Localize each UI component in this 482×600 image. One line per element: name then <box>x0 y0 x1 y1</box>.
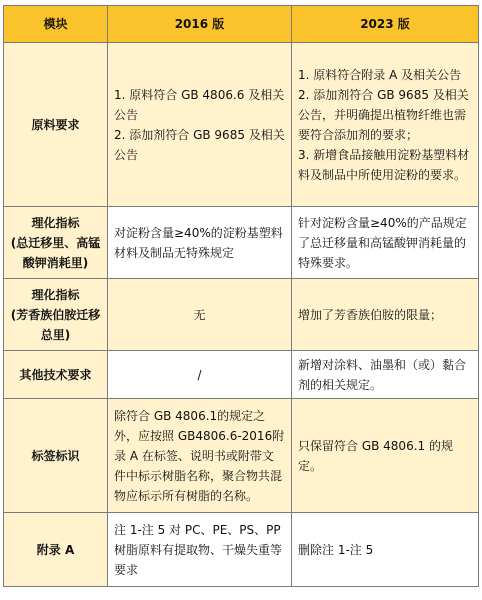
cell-text: 注 1-注 5 对 PC、PE、PS、PP 树脂原料有提取物、干燥失重等要求 <box>114 522 283 577</box>
v2023-cell <box>292 207 479 279</box>
v2023-cell <box>292 43 479 207</box>
cell-text: 新增对涂料、油墨和（或）黏合剂的相关规定。 <box>298 357 467 392</box>
v2023-cell <box>292 513 479 587</box>
table-row <box>4 513 479 587</box>
header-row <box>4 6 479 43</box>
table-row <box>4 351 479 399</box>
cell-text: 1. 原料符合 GB 4806.6 及相关公告 <box>114 87 285 122</box>
cell-text: 无 <box>193 307 206 322</box>
module-label: 其他技术要求 <box>19 367 92 382</box>
module-label: 理化指标 <box>31 215 80 230</box>
cell-text: 2. 添加剂符合 GB 9685 及相关公告 <box>114 127 285 162</box>
cell-text: 3. 新增食品接触用淀粉基塑料材料及制品中所使用淀粉的要求。 <box>298 147 470 182</box>
table-row <box>4 279 479 351</box>
cell-text: / <box>197 367 202 382</box>
v2023-cell <box>292 351 479 399</box>
v2023-cell <box>292 279 479 351</box>
cell-text: 针对淀粉含量≥40%的产品规定了总迁移量和高锰酸钾消耗量的特殊要求。 <box>298 215 467 270</box>
module-cell <box>4 279 108 351</box>
module-sublabel: (芳香族伯胺迁移总里) <box>10 307 101 342</box>
cell-text: 只保留符合 GB 4806.1 的规定。 <box>298 438 453 473</box>
v2023-cell <box>292 399 479 513</box>
module-cell <box>4 43 108 207</box>
v2016-cell <box>108 207 292 279</box>
module-cell <box>4 513 108 587</box>
table-row <box>4 399 479 513</box>
module-label: 原料要求 <box>31 117 80 132</box>
cell-text: 1. 原料符合附录 A 及相关公告 <box>298 67 462 82</box>
table-row <box>4 43 479 207</box>
header-module: 模块 <box>4 6 108 43</box>
v2016-cell <box>108 399 292 513</box>
cell-text: 删除注 1-注 5 <box>298 542 374 557</box>
module-label: 附录 A <box>36 542 75 557</box>
v2016-cell <box>108 43 292 207</box>
module-sublabel: (总迁移里、高锰酸钾消耗里) <box>10 235 101 270</box>
header-2023: 2023 版 <box>292 6 479 43</box>
header-2016: 2016 版 <box>108 6 292 43</box>
module-label: 标签标识 <box>31 448 80 463</box>
v2016-cell <box>108 279 292 351</box>
cell-text: 对淀粉含量≥40%的淀粉基塑料材料及制品无特殊规定 <box>114 225 283 260</box>
module-cell <box>4 399 108 513</box>
cell-text: 增加了芳香族伯胺的限量； <box>298 307 443 322</box>
module-cell <box>4 351 108 399</box>
table-row <box>4 207 479 279</box>
version-comparison-table <box>3 5 479 587</box>
cell-text: 2. 添加剂符合 GB 9685 及相关公告，并明确提出植物纤维也需要符合添加剂的要求； <box>298 87 469 142</box>
module-cell <box>4 207 108 279</box>
cell-text: 除符合 GB 4806.1的规定之外，应按照 GB4806.6-2016附录 A 在标签、说明书或附带文件中标示树脂名称，聚合物共混物应标示所有树脂的名称。 <box>114 408 285 503</box>
module-label: 理化指标 <box>31 287 80 302</box>
v2016-cell <box>108 513 292 587</box>
v2016-cell <box>108 351 292 399</box>
